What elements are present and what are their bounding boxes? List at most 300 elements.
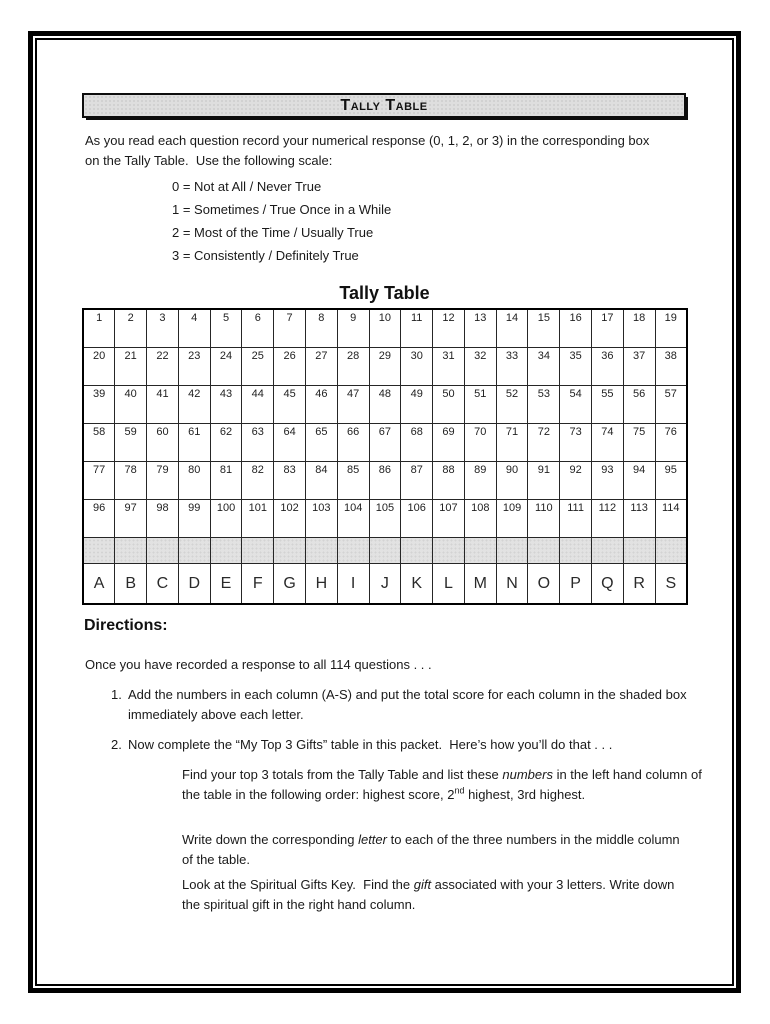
- answer-cell-19[interactable]: [655, 309, 687, 348]
- answer-cell-109[interactable]: [496, 500, 528, 538]
- directions-intro: Once you have recorded a response to all 114 questions . . .: [85, 657, 432, 672]
- answer-cell-97[interactable]: [115, 500, 147, 538]
- total-score-cell-N[interactable]: [496, 538, 528, 564]
- question-number: 48: [378, 388, 392, 400]
- answer-cell-91[interactable]: [528, 462, 560, 500]
- question-number: 100: [216, 502, 236, 514]
- answer-cell-3[interactable]: [147, 309, 179, 348]
- question-number: 15: [537, 312, 550, 324]
- question-number: 50: [442, 388, 455, 400]
- question-number: 107: [439, 502, 458, 514]
- question-number: 12: [442, 312, 455, 324]
- answer-cell-66[interactable]: [337, 424, 369, 462]
- header-bar: [82, 93, 686, 118]
- total-score-cell-B[interactable]: [115, 538, 147, 564]
- answer-cell-65[interactable]: [305, 424, 337, 462]
- question-number: 45: [283, 388, 296, 400]
- question-number: 70: [474, 426, 487, 438]
- answer-cell-73[interactable]: [560, 424, 592, 462]
- column-letter-cell-I: I: [337, 564, 369, 605]
- answer-cell-26[interactable]: [274, 348, 306, 386]
- question-number: 36: [601, 350, 614, 362]
- answer-cell-44[interactable]: [242, 386, 274, 424]
- total-score-cell-D[interactable]: [178, 538, 210, 564]
- item-1-text: Add the numbers in each column (A-S) and put the total score for each column in the shaded box immediately above each letter.: [128, 687, 691, 722]
- question-number: 7: [286, 312, 293, 324]
- answer-cell-61[interactable]: [178, 424, 210, 462]
- text-run: to each of the three numbers in the middle column of the table.: [182, 832, 684, 867]
- question-number: 33: [505, 350, 519, 362]
- question-number: 14: [505, 312, 519, 324]
- answer-cell-76[interactable]: [655, 424, 687, 462]
- question-number: 56: [633, 388, 646, 400]
- tally-number-row-6: [83, 500, 687, 538]
- answer-cell-10[interactable]: [369, 309, 401, 348]
- question-number: 74: [601, 426, 614, 438]
- tally-table: [82, 308, 688, 605]
- answer-cell-11[interactable]: [401, 309, 433, 348]
- question-number: 67: [378, 426, 392, 438]
- item-2-text: Now complete the “My Top 3 Gifts” table in this packet. Here’s how you’ll do that . . .: [128, 737, 613, 752]
- answer-cell-85[interactable]: [337, 462, 369, 500]
- answer-cell-106[interactable]: [401, 500, 433, 538]
- answer-cell-75[interactable]: [623, 424, 655, 462]
- answer-cell-99[interactable]: [178, 500, 210, 538]
- item-2-number: 2.: [111, 737, 122, 752]
- answer-cell-18[interactable]: [623, 309, 655, 348]
- question-number: 1: [96, 312, 103, 324]
- answer-cell-13[interactable]: [464, 309, 496, 348]
- column-letter-cell-G: G: [274, 564, 306, 605]
- answer-cell-45[interactable]: [274, 386, 306, 424]
- answer-cell-77[interactable]: [83, 462, 115, 500]
- total-score-cell-A[interactable]: [83, 538, 115, 564]
- answer-cell-27[interactable]: [305, 348, 337, 386]
- question-number: 53: [537, 388, 550, 400]
- question-number: 10: [378, 312, 392, 324]
- intro-paragraph: As you read each question record your numerical response (0, 1, 2, or 3) in the corresponding box on the Tally Table. Use the following scale:: [85, 133, 653, 168]
- question-number: 89: [474, 464, 487, 476]
- column-letter-cell-B: B: [115, 564, 147, 605]
- text-run: in the left hand column of the table in the following order: highest score, 2: [182, 767, 706, 802]
- answer-cell-103[interactable]: [305, 500, 337, 538]
- question-number: 47: [347, 388, 360, 400]
- question-number: 60: [156, 426, 169, 438]
- question-number: 106: [407, 502, 426, 514]
- question-number: 112: [598, 502, 617, 514]
- question-number: 37: [633, 350, 646, 362]
- question-number: 96: [93, 502, 106, 514]
- answer-cell-22[interactable]: [147, 348, 179, 386]
- question-number: 66: [347, 426, 360, 438]
- question-number: 101: [248, 502, 267, 514]
- answer-cell-83[interactable]: [274, 462, 306, 500]
- question-number: 11: [410, 312, 423, 324]
- question-number: 71: [505, 426, 519, 438]
- question-number: 98: [156, 502, 169, 514]
- direction-item-1: [111, 685, 703, 725]
- question-number: 86: [378, 464, 392, 476]
- column-letter-cell-L: L: [433, 564, 465, 605]
- answer-cell-38[interactable]: [655, 348, 687, 386]
- column-letter-cell-Q: Q: [592, 564, 624, 605]
- answer-cell-25[interactable]: [242, 348, 274, 386]
- question-number: 43: [219, 388, 233, 400]
- question-number: 30: [410, 350, 423, 362]
- answer-cell-41[interactable]: [147, 386, 179, 424]
- answer-cell-53[interactable]: [528, 386, 560, 424]
- question-number: 68: [410, 426, 423, 438]
- answer-cell-31[interactable]: [433, 348, 465, 386]
- question-number: 90: [505, 464, 519, 476]
- tally-table-body: [83, 309, 687, 604]
- question-number: 39: [93, 388, 106, 400]
- question-number: 95: [664, 464, 677, 476]
- answer-cell-62[interactable]: [210, 424, 242, 462]
- total-score-cell-R[interactable]: [623, 538, 655, 564]
- question-number: 88: [442, 464, 455, 476]
- answer-cell-30[interactable]: [401, 348, 433, 386]
- total-score-cell-H[interactable]: [305, 538, 337, 564]
- question-number: 3: [159, 312, 166, 324]
- superscript-text: nd: [454, 785, 465, 796]
- answer-cell-20[interactable]: [83, 348, 115, 386]
- question-number: 103: [312, 502, 331, 514]
- question-number: 19: [664, 312, 677, 324]
- question-number: 77: [93, 464, 106, 476]
- answer-cell-104[interactable]: [337, 500, 369, 538]
- question-number: 49: [410, 388, 423, 400]
- answer-cell-59[interactable]: [115, 424, 147, 462]
- answer-cell-67[interactable]: [369, 424, 401, 462]
- answer-cell-24[interactable]: [210, 348, 242, 386]
- tally-number-row-2: [83, 348, 687, 386]
- answer-cell-28[interactable]: [337, 348, 369, 386]
- answer-cell-81[interactable]: [210, 462, 242, 500]
- italic-text: gift: [413, 877, 432, 892]
- column-letter-cell-S: S: [655, 564, 687, 605]
- answer-cell-50[interactable]: [433, 386, 465, 424]
- column-letter-cell-P: P: [560, 564, 592, 605]
- answer-cell-56[interactable]: [623, 386, 655, 424]
- answer-cell-89[interactable]: [464, 462, 496, 500]
- question-number: 22: [156, 350, 169, 362]
- question-number: 62: [219, 426, 233, 438]
- answer-cell-32[interactable]: [464, 348, 496, 386]
- column-letter-cell-H: H: [305, 564, 337, 605]
- italic-text: numbers: [502, 767, 553, 782]
- tally-number-row-1: [83, 309, 687, 348]
- answer-cell-5[interactable]: [210, 309, 242, 348]
- total-score-cell-P[interactable]: [560, 538, 592, 564]
- answer-cell-29[interactable]: [369, 348, 401, 386]
- direction-item-2: [111, 735, 703, 755]
- answer-cell-72[interactable]: [528, 424, 560, 462]
- total-score-cell-F[interactable]: [242, 538, 274, 564]
- answer-cell-55[interactable]: [592, 386, 624, 424]
- answer-cell-110[interactable]: [528, 500, 560, 538]
- answer-cell-71[interactable]: [496, 424, 528, 462]
- question-number: 93: [601, 464, 614, 476]
- scale-item-0: 0 = Not at All / Never True: [172, 179, 322, 194]
- question-number: 40: [124, 388, 137, 400]
- column-letter-cell-O: O: [528, 564, 560, 605]
- question-number: 17: [601, 312, 614, 324]
- question-number: 105: [375, 502, 395, 514]
- question-number: 64: [283, 426, 296, 438]
- answer-cell-46[interactable]: [305, 386, 337, 424]
- tally-number-row-3: [83, 386, 687, 424]
- answer-cell-57[interactable]: [655, 386, 687, 424]
- column-letter-cell-E: E: [210, 564, 242, 605]
- answer-cell-101[interactable]: [242, 500, 274, 538]
- column-letter-cell-C: C: [147, 564, 179, 605]
- question-number: 6: [254, 312, 261, 324]
- total-score-cell-Q[interactable]: [592, 538, 624, 564]
- question-number: 46: [315, 388, 328, 400]
- substep-paragraph-1: [182, 765, 706, 805]
- question-number: 41: [156, 388, 169, 400]
- answer-cell-92[interactable]: [560, 462, 592, 500]
- answer-cell-86[interactable]: [369, 462, 401, 500]
- column-letter-row: [83, 564, 687, 605]
- question-number: 2: [127, 312, 134, 324]
- question-number: 69: [442, 426, 455, 438]
- answer-cell-42[interactable]: [178, 386, 210, 424]
- column-letter-cell-K: K: [401, 564, 433, 605]
- question-number: 97: [124, 502, 137, 514]
- answer-cell-100[interactable]: [210, 500, 242, 538]
- question-number: 52: [505, 388, 519, 400]
- question-number: 83: [283, 464, 296, 476]
- answer-cell-70[interactable]: [464, 424, 496, 462]
- answer-cell-94[interactable]: [623, 462, 655, 500]
- answer-cell-54[interactable]: [560, 386, 592, 424]
- question-number: 55: [601, 388, 614, 400]
- question-number: 92: [569, 464, 582, 476]
- answer-cell-52[interactable]: [496, 386, 528, 424]
- question-number: 26: [283, 350, 296, 362]
- answer-cell-95[interactable]: [655, 462, 687, 500]
- question-number: 34: [537, 350, 550, 362]
- answer-cell-21[interactable]: [115, 348, 147, 386]
- answer-cell-6[interactable]: [242, 309, 274, 348]
- total-score-cell-S[interactable]: [655, 538, 687, 564]
- answer-cell-108[interactable]: [464, 500, 496, 538]
- tally-number-row-4: [83, 424, 687, 462]
- question-number: 114: [662, 502, 680, 514]
- question-number: 58: [93, 426, 106, 438]
- answer-cell-74[interactable]: [592, 424, 624, 462]
- question-number: 28: [347, 350, 360, 362]
- question-number: 76: [664, 426, 677, 438]
- question-number: 16: [569, 312, 582, 324]
- answer-cell-15[interactable]: [528, 309, 560, 348]
- answer-cell-113[interactable]: [623, 500, 655, 538]
- answer-cell-63[interactable]: [242, 424, 274, 462]
- answer-cell-16[interactable]: [560, 309, 592, 348]
- question-number: 42: [188, 388, 201, 400]
- answer-cell-93[interactable]: [592, 462, 624, 500]
- answer-cell-35[interactable]: [560, 348, 592, 386]
- answer-cell-78[interactable]: [115, 462, 147, 500]
- question-number: 75: [633, 426, 646, 438]
- answer-cell-98[interactable]: [147, 500, 179, 538]
- total-score-row: [83, 538, 687, 564]
- question-number: 21: [124, 350, 137, 362]
- question-number: 4: [191, 312, 198, 324]
- question-number: 38: [664, 350, 677, 362]
- answer-cell-37[interactable]: [623, 348, 655, 386]
- answer-cell-82[interactable]: [242, 462, 274, 500]
- answer-cell-34[interactable]: [528, 348, 560, 386]
- answer-cell-69[interactable]: [433, 424, 465, 462]
- answer-cell-48[interactable]: [369, 386, 401, 424]
- total-score-cell-O[interactable]: [528, 538, 560, 564]
- answer-cell-88[interactable]: [433, 462, 465, 500]
- question-number: 72: [537, 426, 550, 438]
- question-number: 102: [280, 502, 299, 514]
- answer-cell-114[interactable]: [655, 500, 687, 538]
- question-number: 81: [219, 464, 233, 476]
- answer-cell-96[interactable]: [83, 500, 115, 538]
- answer-cell-47[interactable]: [337, 386, 369, 424]
- italic-text: letter: [358, 832, 387, 847]
- answer-cell-105[interactable]: [369, 500, 401, 538]
- answer-cell-80[interactable]: [178, 462, 210, 500]
- answer-cell-17[interactable]: [592, 309, 624, 348]
- answer-cell-51[interactable]: [464, 386, 496, 424]
- answer-cell-102[interactable]: [274, 500, 306, 538]
- answer-cell-7[interactable]: [274, 309, 306, 348]
- question-number: 27: [315, 350, 328, 362]
- column-letter-cell-J: J: [369, 564, 401, 605]
- answer-cell-23[interactable]: [178, 348, 210, 386]
- answer-cell-33[interactable]: [496, 348, 528, 386]
- total-score-cell-L[interactable]: [433, 538, 465, 564]
- text-run: associated with your 3 letters. Write down the spiritual gift in the right hand column.: [182, 877, 678, 912]
- question-number: 73: [569, 426, 582, 438]
- answer-cell-40[interactable]: [115, 386, 147, 424]
- answer-cell-60[interactable]: [147, 424, 179, 462]
- text-run: Look at the Spiritual Gifts Key. Find the: [182, 877, 414, 892]
- total-score-cell-I[interactable]: [337, 538, 369, 564]
- answer-cell-111[interactable]: [560, 500, 592, 538]
- total-score-cell-G[interactable]: [274, 538, 306, 564]
- question-number: 78: [124, 464, 137, 476]
- question-number: 99: [188, 502, 201, 514]
- answer-cell-8[interactable]: [305, 309, 337, 348]
- tally-number-row-5: [83, 462, 687, 500]
- question-number: 91: [537, 464, 550, 476]
- question-number: 59: [124, 426, 137, 438]
- answer-cell-68[interactable]: [401, 424, 433, 462]
- question-number: 87: [410, 464, 423, 476]
- answer-cell-2[interactable]: [115, 309, 147, 348]
- column-letter-cell-M: M: [464, 564, 496, 605]
- question-number: 51: [474, 388, 487, 400]
- column-letter-cell-A: A: [83, 564, 115, 605]
- response-scale-list: [172, 177, 391, 269]
- question-number: 94: [633, 464, 646, 476]
- answer-cell-84[interactable]: [305, 462, 337, 500]
- tally-table-heading: Tally Table: [339, 283, 430, 303]
- question-number: 9: [350, 312, 357, 324]
- question-number: 8: [318, 312, 325, 324]
- answer-cell-49[interactable]: [401, 386, 433, 424]
- question-number: 84: [315, 464, 328, 476]
- answer-cell-43[interactable]: [210, 386, 242, 424]
- total-score-cell-C[interactable]: [147, 538, 179, 564]
- column-letter-cell-R: R: [623, 564, 655, 605]
- answer-cell-12[interactable]: [433, 309, 465, 348]
- question-number: 25: [251, 350, 264, 362]
- question-number: 109: [502, 502, 522, 514]
- question-number: 108: [471, 502, 490, 514]
- answer-cell-87[interactable]: [401, 462, 433, 500]
- question-number: 18: [633, 312, 646, 324]
- total-score-cell-J[interactable]: [369, 538, 401, 564]
- question-number: 80: [188, 464, 201, 476]
- question-number: 63: [251, 426, 264, 438]
- question-number: 61: [188, 426, 201, 438]
- answer-cell-1[interactable]: [83, 309, 115, 348]
- question-number: 57: [664, 388, 677, 400]
- total-score-cell-M[interactable]: [464, 538, 496, 564]
- total-score-cell-K[interactable]: [401, 538, 433, 564]
- question-number: 113: [630, 502, 648, 514]
- question-number: 110: [535, 502, 553, 514]
- total-score-cell-E[interactable]: [210, 538, 242, 564]
- scale-item-1: 1 = Sometimes / True Once in a While: [172, 202, 392, 217]
- question-number: 35: [569, 350, 582, 362]
- column-letter-cell-F: F: [242, 564, 274, 605]
- answer-cell-4[interactable]: [178, 309, 210, 348]
- question-number: 104: [343, 502, 363, 514]
- column-letter-cell-D: D: [178, 564, 210, 605]
- scale-item-2: 2 = Most of the Time / Usually True: [172, 225, 374, 240]
- answer-cell-79[interactable]: [147, 462, 179, 500]
- question-number: 82: [251, 464, 264, 476]
- text-run: Write down the corresponding: [182, 832, 359, 847]
- answer-cell-39[interactable]: [83, 386, 115, 424]
- question-number: 23: [188, 350, 201, 362]
- question-number: 24: [219, 350, 233, 362]
- question-number: 5: [222, 312, 230, 324]
- question-number: 79: [156, 464, 169, 476]
- answer-cell-112[interactable]: [592, 500, 624, 538]
- answer-cell-107[interactable]: [433, 500, 465, 538]
- header-title: Tally Table: [340, 96, 428, 114]
- item-1-number: 1.: [111, 687, 122, 702]
- text-run: Find your top 3 totals from the Tally Table and list these: [182, 767, 503, 782]
- question-number: 85: [347, 464, 360, 476]
- question-number: 65: [315, 426, 328, 438]
- substep-paragraph-2: [182, 830, 682, 870]
- answer-cell-36[interactable]: [592, 348, 624, 386]
- answer-cell-9[interactable]: [337, 309, 369, 348]
- answer-cell-14[interactable]: [496, 309, 528, 348]
- answer-cell-64[interactable]: [274, 424, 306, 462]
- answer-cell-90[interactable]: [496, 462, 528, 500]
- directions-heading: Directions:: [84, 617, 168, 634]
- question-number: 32: [474, 350, 487, 362]
- question-number: 20: [93, 350, 106, 362]
- question-number: 13: [474, 312, 487, 324]
- scale-item-3: 3 = Consistently / Definitely True: [172, 248, 359, 263]
- answer-cell-58[interactable]: [83, 424, 115, 462]
- question-number: 54: [569, 388, 582, 400]
